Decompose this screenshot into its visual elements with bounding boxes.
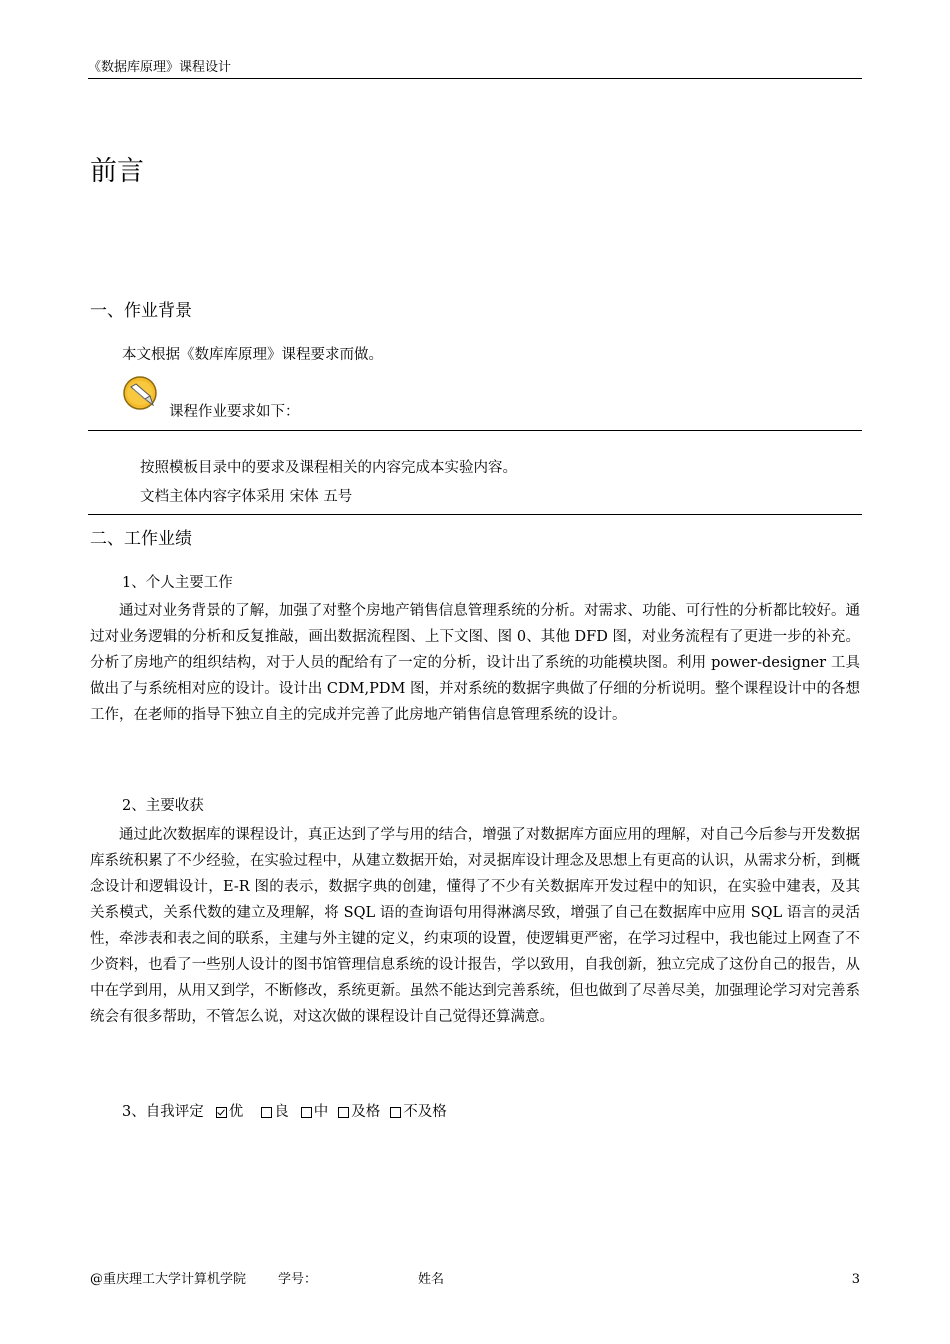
footer-name-label: 姓名 [418,1272,445,1287]
page-header [88,60,862,79]
rating-label: 3、自我评定 [122,1104,204,1120]
note-icon [123,375,161,411]
rating-option-fail[interactable]: 不及格 [390,1101,447,1123]
checkbox-icon [301,1107,312,1118]
intro-text: 本文根据《数库库原理》课程要求而做。 [122,347,383,363]
footer-organization: @重庆理工大学计算机学院 [90,1272,247,1287]
main-work-body: 通过对业务背景的了解，加强了对整个房地产销售信息管理系统的分析。对需求、功能、可行性的分析都比较好。通过对业务逻辑的分析和反复推敲，画出数据流程图、上下文图、图 0、其他 DFD 图，对业务流程有了更进一步的补充。分析了房地产的组织结构，对于人员的配给有了一定的分析，设计出了系统的功能模块图。利用 power-designer 工具做出了与系统相对应的设计。设计出 CDM,PDM 图，并对系统的数据字典做了仔细的分析说明。整个课程设计中的各想工作，在老师的指导下独立自主的完成并完善了此房地产销售信息管理系统的设计。 [90,603,860,723]
rating-option-average[interactable]: 中 [301,1101,329,1123]
checkbox-icon [390,1107,401,1118]
subheading-main-work: 1、个人主要工作 [122,575,233,591]
rating-option-pass[interactable]: 及格 [338,1101,380,1123]
page-number: 3 [851,1272,860,1287]
requirements-bottom-rule [88,514,862,515]
rating-option-excellent[interactable]: 优 [216,1101,244,1123]
gains-body: 通过此次数据库的课程设计，真正达到了学与用的结合，增强了对数据库方面应用的理解，对自己今后参与开发数据库系统积累了不少经验，在实验过程中，从建立数据开始，对灵据库设计理念及思想上有更高的认识，从需求分析，到概念设计和逻辑设计，E-R 图的表示，数据字典的创建，懂得了不少有关数据库开发过程中的知识，在实验中建表，及其关系模式，关系代数的建立及理解，将 SQL 语的查询语句用得淋漓尽致，增强了自己在数据库中应用 SQL 语言的灵活性，牵涉表和表之间的联系，主建与外主键的定义，约束项的设置，使逻辑更严密，在学习过程中，我也能过上网查了不少资料，也看了一些别人设计的图书馆管理信息系统的设计报告，学以致用，自我创新，独立完成了这份自己的报告，从中在学到用，从用又到学，不断修改，系统更新。虽然不能达到完善系统，但也做到了尽善尽美，加强理论学习对完善系统会有很多帮助，不管怎么说，对这次做的课程设计自己觉得还算满意。 [90,827,860,1025]
header-title: 《数据库原理》课程设计 [88,60,232,75]
checked-box-icon [216,1107,227,1118]
page-title: 前言 [90,156,144,187]
checkbox-icon [261,1107,272,1118]
rating-option-good[interactable]: 良 [261,1101,289,1123]
footer-student-id-label: 学号： [278,1272,318,1287]
page-footer [90,1270,860,1290]
requirements-top-rule [88,430,862,431]
section-heading-background: 一、作业背景 [90,301,192,321]
requirements-label: 课程作业要求如下： [169,404,300,420]
requirement-item: 文档主体内容字体采用 宋体 五号 [140,489,353,505]
requirement-item: 按照模板目录中的要求及课程相关的内容完成本实验内容。 [140,460,517,476]
checkbox-icon [338,1107,349,1118]
section-heading-achievements: 二、工作业绩 [90,529,192,549]
subheading-gains: 2、主要收获 [122,798,204,814]
self-rating [122,1101,447,1123]
